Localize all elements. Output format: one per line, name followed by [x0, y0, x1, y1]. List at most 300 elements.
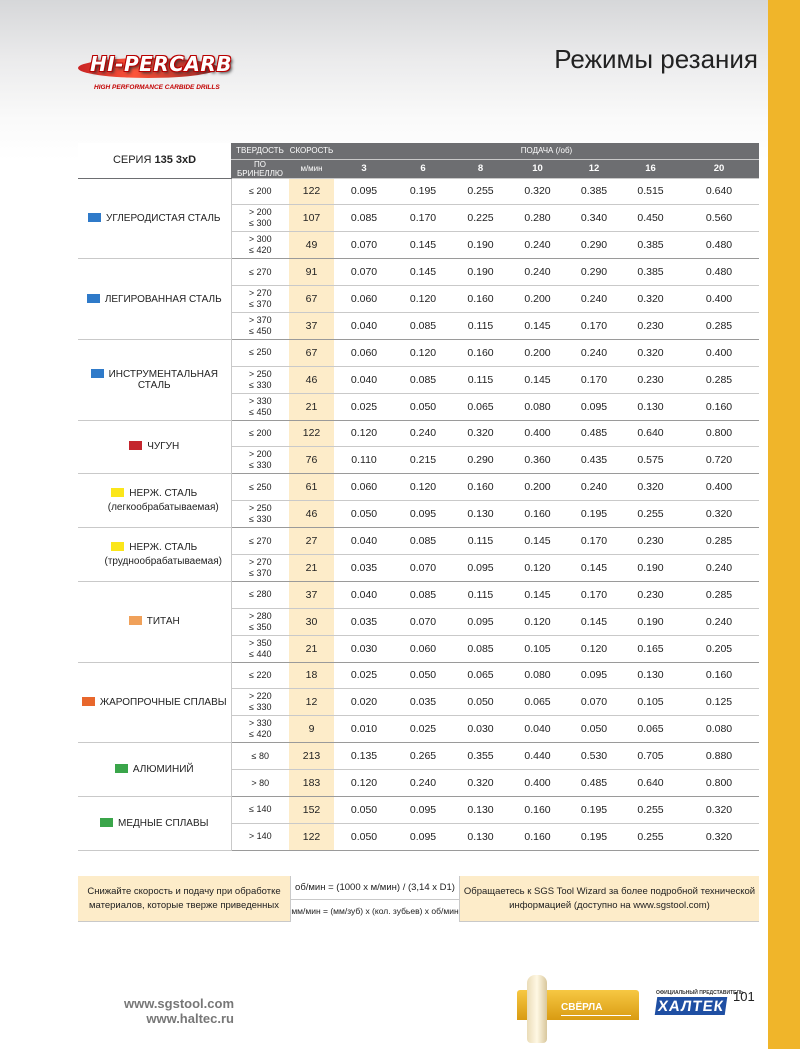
feed-cell: 0.240: [566, 286, 622, 313]
material-swatch-icon: [129, 441, 142, 450]
feed-cell: 0.120: [509, 554, 566, 581]
material-swatch-icon: [88, 213, 101, 222]
hardness-cell: [231, 339, 289, 366]
material-cell: [78, 339, 231, 420]
feed-cell: 0.640: [622, 770, 679, 797]
hardness-cell: [231, 393, 289, 420]
speed-cell: 46: [289, 366, 334, 393]
feed-cell: 0.095: [394, 501, 452, 528]
feed-cell: 0.200: [509, 286, 566, 313]
feed-cell: 0.145: [509, 312, 566, 339]
feed-cell: 0.105: [509, 635, 566, 662]
material-name: ЧУГУН: [147, 441, 180, 453]
hardness-cell: [231, 662, 289, 689]
feed-cell: 0.450: [622, 205, 679, 232]
hardness-value: ≤ 250: [249, 481, 272, 492]
hardness-value: > 330: [248, 395, 272, 406]
feed-cell: 0.320: [679, 796, 759, 823]
logo-wordmark: HI-PERCARB: [90, 52, 233, 76]
feed-cell: 0.060: [334, 474, 394, 501]
feed-cell: 0.160: [679, 393, 759, 420]
side-color-strip: [768, 0, 800, 1049]
feed-cell: 0.400: [509, 770, 566, 797]
speed-cell: 183: [289, 770, 334, 797]
speed-cell: 107: [289, 205, 334, 232]
feed-cell: 0.145: [509, 581, 566, 608]
feed-cell: 0.085: [334, 205, 394, 232]
material-swatch-icon: [82, 697, 95, 706]
hardness-value: ≤ 80: [251, 750, 269, 761]
feed-cell: 0.145: [394, 259, 452, 286]
feed-cell: 0.145: [509, 528, 566, 555]
hardness-cell: [231, 366, 289, 393]
feed-cell: 0.160: [509, 823, 566, 850]
feed-cell: 0.095: [394, 823, 452, 850]
websites: [114, 996, 234, 1026]
hardness-cell: [231, 178, 289, 205]
hardness-value: ≤ 140: [249, 804, 272, 815]
feed-cell: 0.080: [679, 716, 759, 743]
hardness-value: > 300: [248, 234, 272, 245]
feed-cell: 0.080: [509, 393, 566, 420]
feed-cell: 0.130: [622, 393, 679, 420]
feed-cell: 0.130: [452, 501, 509, 528]
feed-cell: 0.240: [566, 339, 622, 366]
feed-cell: 0.480: [679, 232, 759, 259]
feed-cell: 0.170: [566, 581, 622, 608]
hardness-cell: [231, 770, 289, 797]
feed-cell: 0.070: [566, 689, 622, 716]
material-subname: (труднообрабатываемая): [104, 555, 222, 567]
feed-cell: 0.115: [452, 366, 509, 393]
feed-cell: 0.290: [566, 259, 622, 286]
feed-cell: 0.050: [394, 662, 452, 689]
feed-cell: 0.285: [679, 528, 759, 555]
feed-cell: 0.705: [622, 743, 679, 770]
hardness-cell: [231, 689, 289, 716]
material-subname: (легкообрабатываемая): [107, 502, 219, 514]
hardness-value: ≤ 220: [249, 669, 272, 680]
feed-cell: 0.320: [622, 286, 679, 313]
feed-cell: 0.050: [394, 393, 452, 420]
feed-cell: 0.040: [509, 716, 566, 743]
hardness-value: > 270: [248, 556, 272, 567]
speed-cell: 49: [289, 232, 334, 259]
diameter-header: 3: [334, 159, 394, 178]
website-sgstool-link[interactable]: www.sgstool.com: [123, 996, 234, 1011]
feed-cell: 0.290: [452, 447, 509, 474]
feed-cell: 0.115: [452, 312, 509, 339]
footer-formulas: [290, 876, 460, 922]
feed-cell: 0.320: [452, 420, 509, 447]
feed-cell: 0.385: [566, 178, 622, 205]
feed-cell: 0.060: [334, 286, 394, 313]
speed-cell: 61: [289, 474, 334, 501]
diameter-header: 16: [622, 159, 679, 178]
speed-cell: 67: [289, 339, 334, 366]
drill-icon: [527, 975, 547, 1043]
table-row: [78, 528, 759, 555]
feed-cell: 0.485: [566, 420, 622, 447]
feed-cell: 0.060: [394, 635, 452, 662]
material-cell: [78, 474, 231, 528]
speed-cell: 21: [289, 554, 334, 581]
feed-cell: 0.010: [334, 716, 394, 743]
material-name: НЕРЖ. СТАЛЬ: [129, 541, 198, 553]
feed-cell: 0.120: [566, 635, 622, 662]
hardness-value: ≤ 420: [249, 729, 272, 740]
hardness-cell: [231, 608, 289, 635]
hardness-subheader: ПО БРИНЕЛЛЮ: [231, 159, 289, 178]
hardness-value: ≤ 440: [249, 648, 272, 659]
hardness-value: ≤ 270: [249, 266, 272, 277]
hardness-value: ≤ 330: [249, 460, 272, 471]
feed-cell: 0.265: [394, 743, 452, 770]
table-row: [78, 339, 759, 366]
feed-cell: 0.085: [394, 366, 452, 393]
hardness-value: ≤ 350: [249, 621, 272, 632]
hardness-cell: [231, 501, 289, 528]
speed-cell: 122: [289, 420, 334, 447]
feed-cell: 0.065: [622, 716, 679, 743]
speed-cell: 67: [289, 286, 334, 313]
feed-cell: 0.230: [622, 366, 679, 393]
feed-cell: 0.240: [394, 420, 452, 447]
material-cell: [78, 796, 231, 850]
feed-cell: 0.070: [394, 554, 452, 581]
hardness-cell: [231, 205, 289, 232]
feed-cell: 0.035: [334, 554, 394, 581]
feed-cell: 0.040: [334, 581, 394, 608]
feed-cell: 0.560: [679, 205, 759, 232]
diameter-header: 20: [679, 159, 759, 178]
hardness-cell: [231, 743, 289, 770]
feed-cell: 0.120: [334, 420, 394, 447]
hardness-cell: [231, 259, 289, 286]
speed-cell: 213: [289, 743, 334, 770]
table-row: [78, 662, 759, 689]
feed-cell: 0.095: [566, 662, 622, 689]
hardness-value: > 370: [248, 314, 272, 325]
hardness-value: > 330: [248, 718, 272, 729]
hardness-cell: [231, 312, 289, 339]
representative-label: ОФИЦИАЛЬНЫЙ ПРЕДСТАВИТЕЛЬ: [656, 990, 744, 996]
hardness-value: ≤ 330: [249, 702, 272, 713]
feed-cell: 0.040: [334, 312, 394, 339]
feed-cell: 0.085: [394, 528, 452, 555]
hardness-value: ≤ 420: [249, 245, 272, 256]
feed-cell: 0.085: [452, 635, 509, 662]
hardness-value: > 220: [248, 691, 272, 702]
website-haltec-link[interactable]: www.haltec.ru: [146, 1011, 234, 1026]
feed-cell: 0.035: [394, 689, 452, 716]
feed-cell: 0.240: [509, 232, 566, 259]
feed-cell: 0.145: [566, 554, 622, 581]
feed-cell: 0.085: [394, 312, 452, 339]
feed-cell: 0.120: [334, 770, 394, 797]
table-row: [78, 178, 759, 205]
section-underline: [561, 1015, 631, 1016]
hardness-cell: [231, 286, 289, 313]
feed-cell: 0.160: [452, 339, 509, 366]
feed-cell: 0.320: [622, 339, 679, 366]
hardness-cell: [231, 420, 289, 447]
feed-cell: 0.070: [334, 259, 394, 286]
feed-cell: 0.800: [679, 420, 759, 447]
feed-cell: 0.025: [334, 662, 394, 689]
hardness-value: ≤ 370: [249, 567, 272, 578]
formula-feed: мм/мин = (мм/зуб) x (кол. зубьев) x об/мин: [291, 899, 459, 922]
material-name: АЛЮМИНИЙ: [132, 764, 194, 776]
hardness-value: ≤ 250: [249, 347, 272, 358]
feed-cell: 0.400: [679, 474, 759, 501]
feed-cell: 0.125: [679, 689, 759, 716]
feed-cell: 0.170: [566, 366, 622, 393]
hardness-value: > 80: [251, 777, 270, 788]
feed-cell: 0.115: [452, 528, 509, 555]
feed-cell: 0.195: [394, 178, 452, 205]
material-name: МЕДНЫЕ СПЛАВЫ: [118, 817, 209, 829]
feed-cell: 0.195: [566, 823, 622, 850]
hardness-cell: [231, 796, 289, 823]
formula-rpm: об/мин = (1000 x м/мин) / (3,14 x D1): [295, 882, 455, 893]
feed-cell: 0.065: [452, 393, 509, 420]
feed-cell: 0.160: [679, 662, 759, 689]
section-label: СВЁРЛА: [561, 1002, 603, 1013]
feed-cell: 0.240: [394, 770, 452, 797]
table-row: [78, 743, 759, 770]
feed-cell: 0.020: [334, 689, 394, 716]
material-name: УГЛЕРОДИСТАЯ СТАЛЬ: [106, 212, 221, 224]
feed-cell: 0.160: [452, 286, 509, 313]
feed-cell: 0.065: [509, 689, 566, 716]
feed-cell: 0.160: [509, 501, 566, 528]
feed-cell: 0.095: [452, 554, 509, 581]
feed-cell: 0.255: [622, 501, 679, 528]
logo-tagline: HIGH PERFORMANCE CARBIDE DRILLS: [94, 84, 220, 91]
feed-cell: 0.280: [509, 205, 566, 232]
feed-cell: 0.030: [334, 635, 394, 662]
feed-cell: 0.205: [679, 635, 759, 662]
feed-cell: 0.160: [452, 474, 509, 501]
speed-cell: 37: [289, 312, 334, 339]
feed-cell: 0.130: [452, 796, 509, 823]
feed-cell: 0.025: [394, 716, 452, 743]
table-row: [78, 474, 759, 501]
material-cell: [78, 528, 231, 582]
speed-cell: 30: [289, 608, 334, 635]
feed-cell: 0.190: [622, 608, 679, 635]
material-cell: [78, 420, 231, 474]
material-cell: [78, 662, 231, 743]
hardness-cell: [231, 716, 289, 743]
hardness-cell: [231, 528, 289, 555]
feed-cell: 0.240: [679, 608, 759, 635]
hardness-cell: [231, 635, 289, 662]
series-cell: [78, 143, 231, 178]
footer-note: Снижайте скорость и подачу при обработке материалов, которые тверже приведенных: [87, 886, 281, 911]
feed-cell: 0.070: [334, 232, 394, 259]
feed-cell: 0.050: [334, 501, 394, 528]
footer-contact: Обращаетесь к SGS Tool Wizard за более подробной технической информацией (доступно на www.sgstool.com): [463, 886, 756, 911]
table-row: [78, 796, 759, 823]
feed-cell: 0.145: [566, 608, 622, 635]
speed-cell: 122: [289, 823, 334, 850]
hardness-value: > 270: [248, 288, 272, 298]
hardness-value: > 200: [248, 449, 272, 460]
material-cell: [78, 259, 231, 340]
feed-cell: 0.435: [566, 447, 622, 474]
hardness-value: > 250: [248, 368, 272, 379]
material-name: ТИТАН: [146, 616, 180, 628]
hardness-value: ≤ 330: [249, 514, 272, 525]
hardness-value: ≤ 330: [249, 379, 272, 390]
feed-cell: 0.255: [622, 823, 679, 850]
diameter-header: 10: [509, 159, 566, 178]
feed-cell: 0.385: [622, 232, 679, 259]
hardness-header: ТВЕРДОСТЬ: [231, 143, 289, 159]
feed-cell: 0.065: [452, 662, 509, 689]
page-number: 101: [733, 989, 755, 1004]
feed-cell: 0.285: [679, 581, 759, 608]
speed-cell: 46: [289, 501, 334, 528]
feed-cell: 0.640: [622, 420, 679, 447]
feed-cell: 0.480: [679, 259, 759, 286]
table-row: [78, 420, 759, 447]
feed-cell: 0.095: [334, 178, 394, 205]
hardness-value: ≤ 450: [249, 406, 272, 417]
feed-cell: 0.400: [509, 420, 566, 447]
feed-cell: 0.060: [334, 339, 394, 366]
feed-cell: 0.440: [509, 743, 566, 770]
speed-cell: 122: [289, 178, 334, 205]
hardness-value: ≤ 200: [249, 185, 272, 196]
speed-cell: 91: [289, 259, 334, 286]
feed-cell: 0.230: [622, 312, 679, 339]
hardness-value: ≤ 300: [249, 218, 272, 229]
hardness-value: ≤ 280: [249, 589, 272, 600]
hardness-value: > 350: [248, 637, 272, 648]
speed-cell: 76: [289, 447, 334, 474]
hardness-value: > 280: [248, 610, 272, 621]
feed-cell: 0.095: [394, 796, 452, 823]
material-swatch-icon: [111, 488, 124, 497]
feed-cell: 0.530: [566, 743, 622, 770]
speed-header: СКОРОСТЬ: [289, 143, 334, 159]
hipercarb-logo: [78, 48, 233, 98]
speed-cell: 27: [289, 528, 334, 555]
feed-cell: 0.130: [622, 662, 679, 689]
feed-cell: 0.515: [622, 178, 679, 205]
material-name: ИНСТРУМЕНТАЛЬНАЯ СТАЛЬ: [108, 368, 218, 391]
feed-cell: 0.240: [679, 554, 759, 581]
feed-cell: 0.400: [679, 286, 759, 313]
feed-cell: 0.120: [394, 474, 452, 501]
feed-cell: 0.880: [679, 743, 759, 770]
feed-cell: 0.070: [394, 608, 452, 635]
page-title: Режимы резания: [554, 44, 758, 74]
feed-cell: 0.190: [622, 554, 679, 581]
feed-cell: 0.040: [334, 528, 394, 555]
material-swatch-icon: [111, 542, 124, 551]
feed-cell: 0.240: [509, 259, 566, 286]
hardness-value: > 140: [248, 831, 272, 842]
hardness-value: ≤ 200: [249, 427, 272, 438]
feed-cell: 0.025: [334, 393, 394, 420]
header-row-1: [78, 143, 759, 159]
feed-cell: 0.385: [622, 259, 679, 286]
material-swatch-icon: [129, 616, 142, 625]
feed-cell: 0.170: [394, 205, 452, 232]
feed-cell: 0.105: [622, 689, 679, 716]
feed-cell: 0.195: [566, 796, 622, 823]
material-cell: [78, 581, 231, 662]
cutting-modes-table: [78, 143, 759, 851]
table-row: [78, 259, 759, 286]
feed-cell: 0.485: [566, 770, 622, 797]
hardness-value: ≤ 370: [249, 299, 272, 309]
feed-cell: 0.110: [334, 447, 394, 474]
material-name: НЕРЖ. СТАЛЬ: [129, 488, 198, 500]
series-value: 135 3xD: [154, 154, 197, 167]
feed-cell: 0.120: [509, 608, 566, 635]
feed-cell: 0.720: [679, 447, 759, 474]
diameter-header: 6: [394, 159, 452, 178]
feed-cell: 0.290: [566, 232, 622, 259]
feed-cell: 0.190: [452, 232, 509, 259]
feed-cell: 0.225: [452, 205, 509, 232]
feed-cell: 0.085: [394, 581, 452, 608]
speed-cell: 152: [289, 796, 334, 823]
diameter-header: 12: [566, 159, 622, 178]
feed-cell: 0.285: [679, 312, 759, 339]
hardness-value: > 250: [248, 503, 272, 514]
material-swatch-icon: [87, 294, 100, 303]
hardness-cell: [231, 554, 289, 581]
feed-cell: 0.050: [334, 823, 394, 850]
feed-cell: 0.575: [622, 447, 679, 474]
table-body: [78, 178, 759, 850]
feed-cell: 0.145: [509, 366, 566, 393]
material-swatch-icon: [115, 764, 128, 773]
diameter-header: 8: [452, 159, 509, 178]
speed-unit-header: м/мин: [289, 159, 334, 178]
haltec-logo: ХАЛТЕК: [655, 997, 728, 1015]
hardness-cell: [231, 232, 289, 259]
feed-cell: 0.050: [566, 716, 622, 743]
hardness-value: ≤ 450: [249, 325, 272, 336]
material-name: ЖАРОПРОЧНЫЕ СПЛАВЫ: [99, 696, 227, 708]
feed-cell: 0.200: [509, 474, 566, 501]
speed-cell: 21: [289, 635, 334, 662]
feed-cell: 0.255: [452, 178, 509, 205]
feed-cell: 0.800: [679, 770, 759, 797]
feed-cell: 0.135: [334, 743, 394, 770]
feed-cell: 0.200: [509, 339, 566, 366]
hardness-cell: [231, 581, 289, 608]
hardness-cell: [231, 447, 289, 474]
speed-cell: 21: [289, 393, 334, 420]
feed-cell: 0.130: [452, 823, 509, 850]
feed-cell: 0.190: [452, 259, 509, 286]
hardness-value: > 200: [248, 207, 272, 218]
feed-cell: 0.120: [394, 339, 452, 366]
feed-cell: 0.320: [622, 474, 679, 501]
material-swatch-icon: [91, 369, 104, 378]
feed-cell: 0.640: [679, 178, 759, 205]
feed-cell: 0.320: [679, 501, 759, 528]
feed-cell: 0.320: [509, 178, 566, 205]
